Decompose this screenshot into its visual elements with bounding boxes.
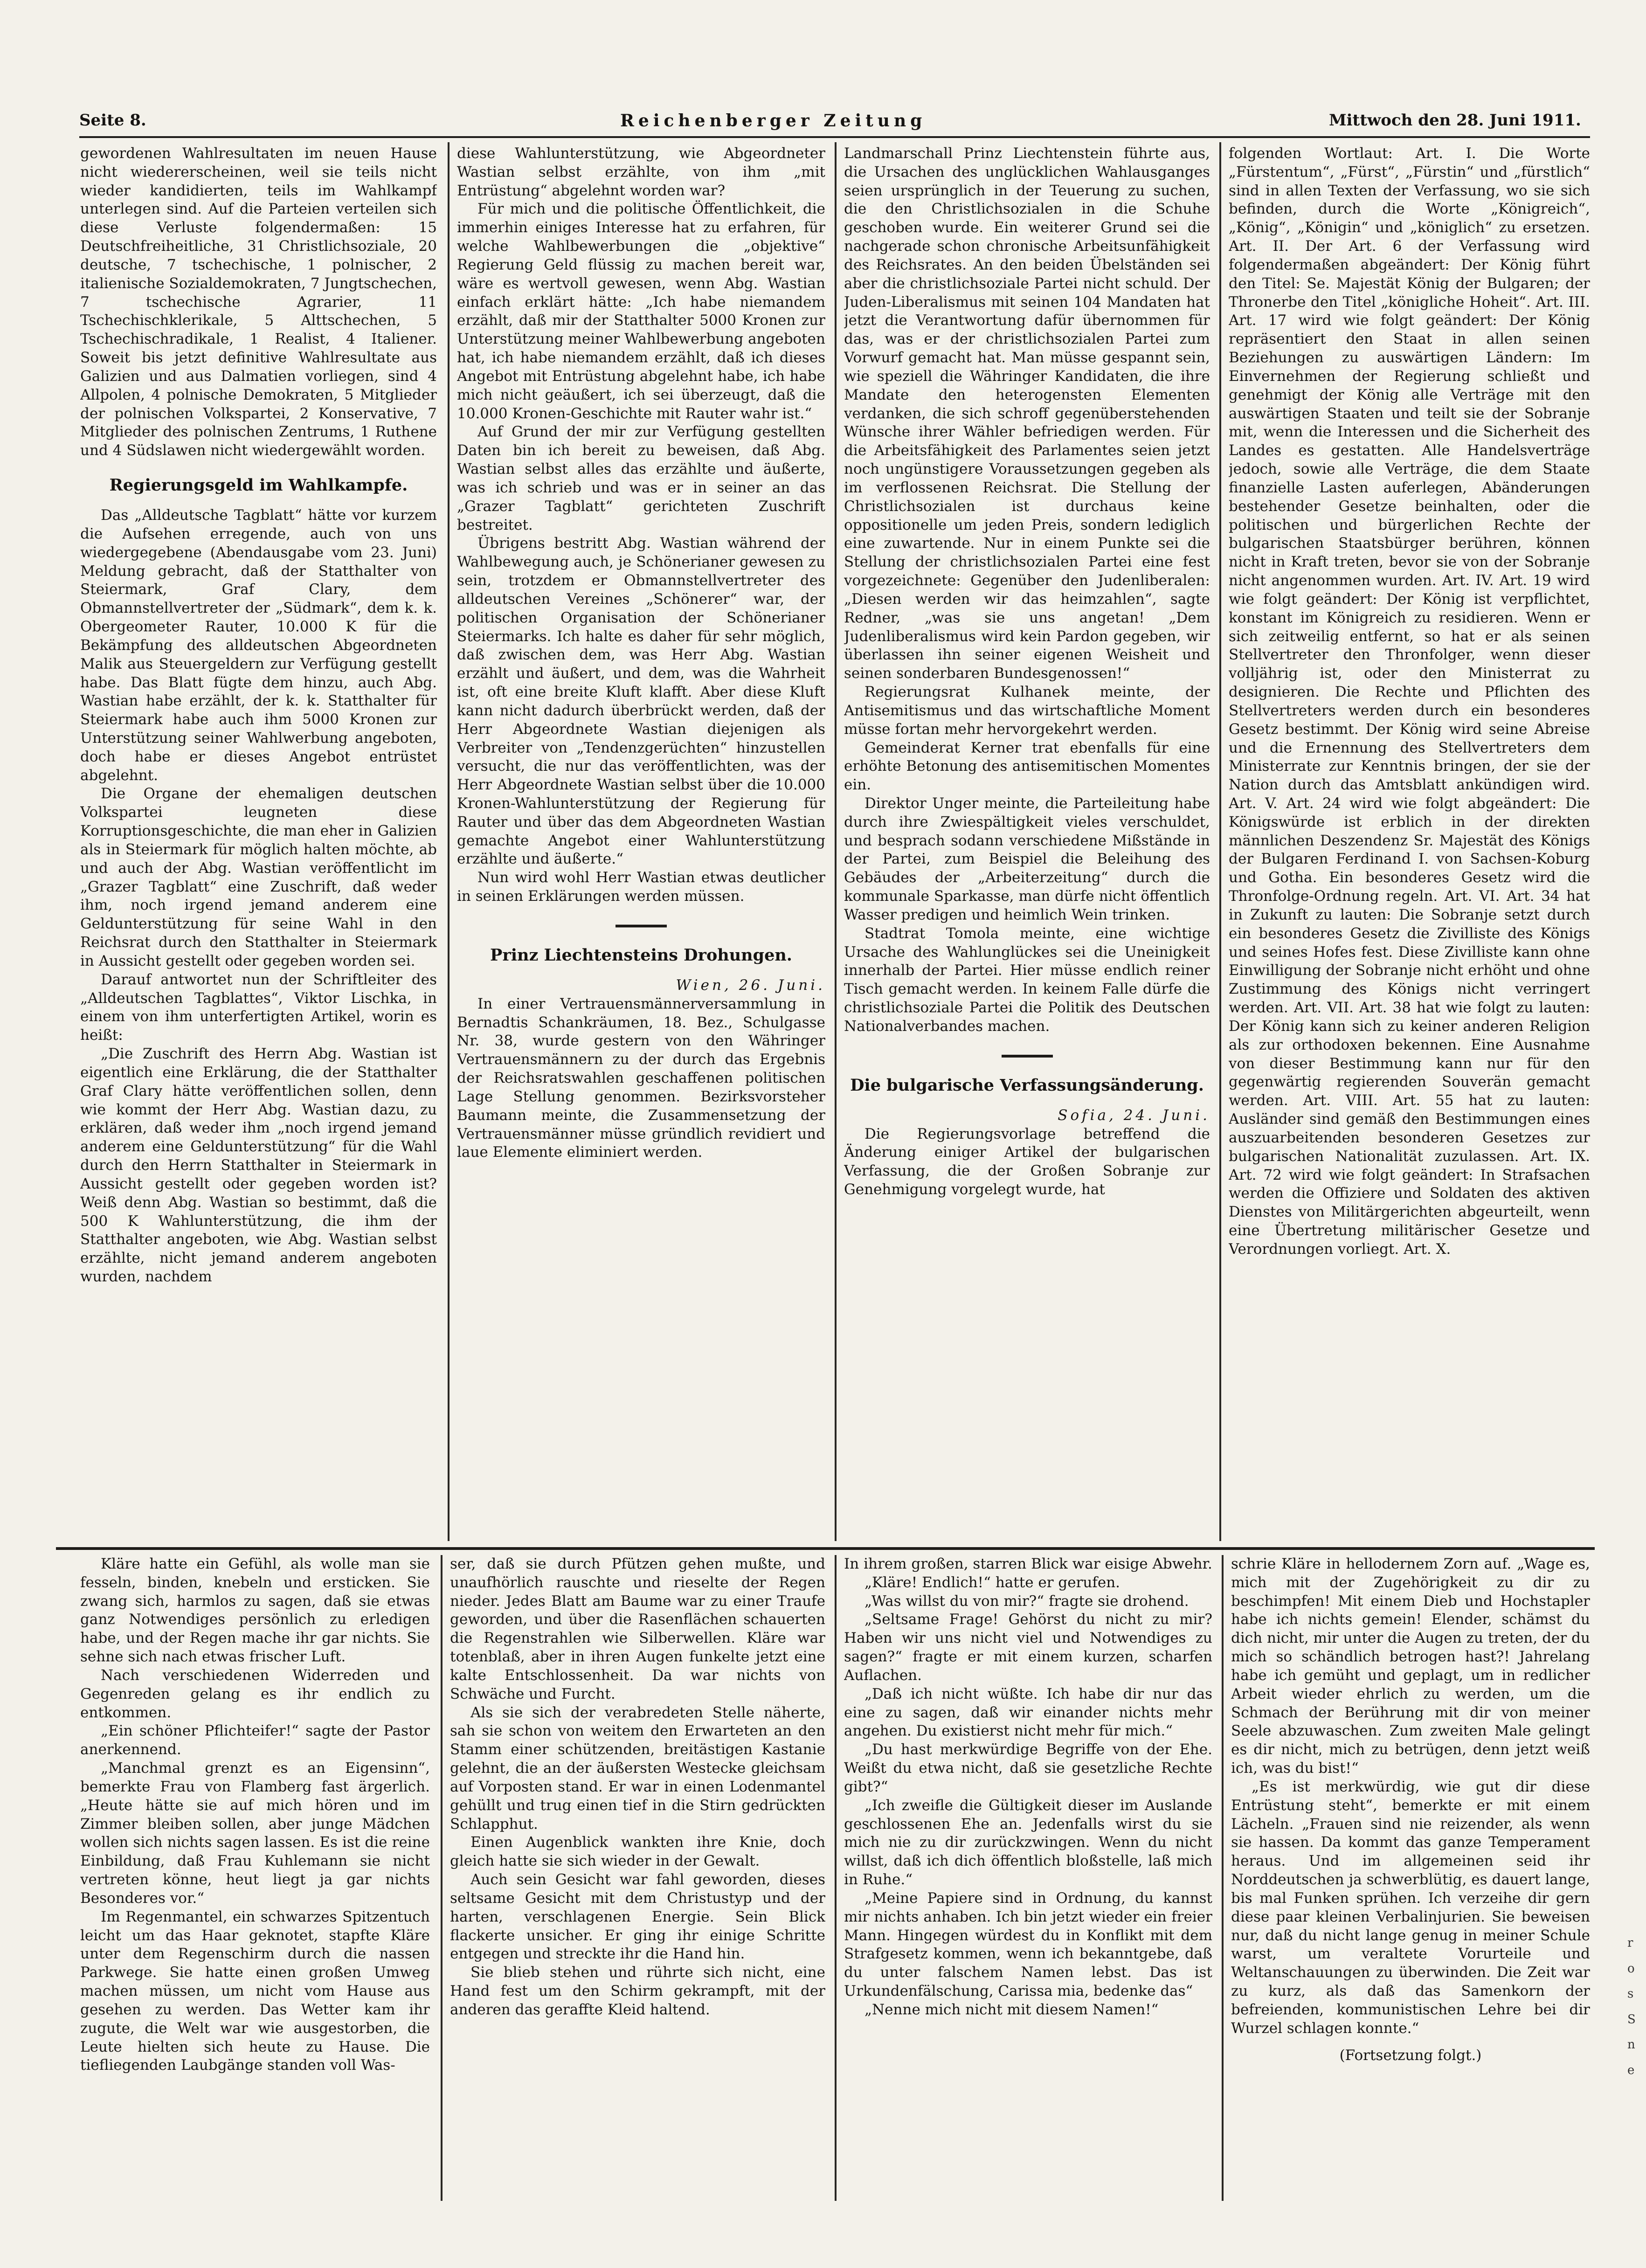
- column-rule: [835, 142, 837, 1541]
- paragraph: gewordenen Wahlresultaten im neuen Hause nicht wiedererscheinen, weil sie teils nicht wieder kandidierten, teils im Wahlkampf unterlegen sind. Auf die Parteien verteilen sich diese Verluste folgendermaßen: 15 Deutschfreiheitliche, 31 Christlichsoziale, 20 deutsche, 7 tschechische, 1 polnischer, 2 italienische Sozialdemokraten, 7 Jungtschechen, 7 tschechische Agrarier, 11 Tschechischklerikale, 5 Alttschechen, 5 Tschechischradikale, 1 Realist, 4 Italiener. Soweit bis jetzt definitive Wahlresultate aus Galizien und aus Dalmatien vorliegen, sind 4 Allpolen, 4 polnische Demokraten, 5 Mitglieder der polnischen Volkspartei, 2 Konservative, 7 Mitglieder des polnischen Zentrums, 1 Ruthene und 4 Südslawen nicht wiedergewählt worden.: [80, 145, 437, 459]
- paragraph: Sie blieb stehen und rührte sich nicht, eine Hand fest um den Schirm gekrampft, mit der anderen das geraffte Kleid haltend.: [450, 1964, 825, 2018]
- column-rule: [441, 1555, 443, 2201]
- paragraph: „Meine Papiere sind in Ordnung, du kannst mir nichts anhaben. Ich bin jetzt wieder ein freier Mann. Hingegen würdest du in Konflikt mit dem Strafgesetz kommen, wenn ich bekanntgebe, daß du unter falschem Namen lebst. Das ist Urkundenfälschung, Carissa mia, bedenke das“: [844, 1889, 1212, 2000]
- column-rule: [835, 1555, 837, 2201]
- paragraph: „Ich zweifle die Gültigkeit dieser im Auslande geschlossenen Ehe an. Jedenfalls wirst du sie mich nie zu dir zurückzwingen. Wenn du nicht willst, daß ich dich öffentlich bloßstelle, laß mich in Ruhe.“: [844, 1797, 1212, 1888]
- paragraph: Übrigens bestritt Abg. Wastian während der Wahlbewegung auch, je Schönerianer gewesen zu sein, trotzdem er Obmannstellvertreter des alldeutschen Vereines „Schönerer“ war, der politischen Organisation der Schönerianer Steiermarks. Ich halte es daher für sehr möglich, daß zwischen dem, was Herr Abg. Wastian erzählt und äußert, und dem, was die Wahrheit ist, oft eine breite Kluft klafft. Aber diese Kluft kann nicht dadurch überbrückt werden, daß der Herr Abgeordnete Wastian diejenigen als Verbreiter von „Tendenzgerüchten“ hinzustellen versucht, die nur das veröffentlichten, was der Herr Abgeordnete Wastian selbst über die 10.000 Kronen-Wahlunterstützung der Regierung für Rauter und über das dem Abgeordneten Wastian gemachte Angebot einer Wahlunterstützung erzählte und äußerte.“: [457, 535, 825, 868]
- paragraph: Die Organe der ehemaligen deutschen Volkspartei leugneten diese Korruptionsgeschichte, die man eher in Galizien als in Steiermark für möglich halten möchte, ab und auch der Abg. Wastian veröffentlicht im „Grazer Tagblatt“ eine Zuschrift, daß weder ihm, noch irgend jemand anderem eine Geldunterstützung für seine Wahl in den Reichsrat durch den Statthalter in Steiermark in Aussicht gestellt oder gegeben worden sei.: [80, 785, 437, 969]
- feuilleton-column-4: [1231, 1555, 1590, 2203]
- dateline: Wien, 26. Juni.: [676, 976, 825, 994]
- paragraph: Landmarschall Prinz Liechtenstein führte aus, die Ursachen des unglücklichen Wahlausganges seien ursprünglich in der Teuerung zu suchen, die den Christlichsozialen in die Schuhe geschoben wurde. Ein weiterer Grund sei die nachgerade schon chronische Arbeitsunfähigkeit des Reichsrates. An den beiden Übelständen sei aber die christlichsoziale Partei nicht schuld. Der Juden-Liberalismus mit seinen 104 Mandaten hat jetzt die Verantwortung dafür übernommen für das, was er der christlichsozialen Partei zum Vorwurf gemacht hat. Man müsse gespannt sein, wie speziell die Währinger Kandidaten, die ihre Mandate den heterogensten Elementen verdanken, die sich schroff gegenüberstehenden Wünsche ihrer Wähler befriedigen werden. Für die Arbeitsfähigkeit des Parlamentes seien jetzt noch ungünstigere Voraussetzungen gegeben als im verflossenen Reichsrat. Die Stellung der Christlichsozialen ist durchaus keine oppositionelle um jeden Preis, sondern lediglich eine zuwartende. Nur in einem Punkte sei die Stellung der christlichsozialen Partei eine fest vorgezeichnete: Gegenüber den Judenliberalen: „Diesen werden wir das heimzahlen“, sagte Redner, „was sie uns angetan! „Dem Judenliberalismus wird kein Pardon gegeben, wir überlassen ihn seiner eigenen Weisheit und seinen sonderbaren Bundesgenossen!“: [844, 145, 1210, 682]
- edge-letter: s: [1627, 1987, 1634, 2001]
- paragraph: schrie Kläre in hellodernem Zorn auf. „Wage es, mich mit der Zugehörigkeit zu dir zu beschimpfen! Mit einem Dieb und Hochstapler habe ich nichts gemein! Elender, schämst du dich nicht, mir unter die Augen zu treten, der du mich so schändlich betrogen hast?! Jahrelang habe ich gemüht und geplagt, um in redlicher Arbeit wieder ehrlich zu werden, um die Schmach der Berührung mit dir von meiner Seele abzuwaschen. Zum zweiten Male gelingt es dir nicht, mich zu betrügen, denn jetzt weiß ich, was du bist!“: [1231, 1556, 1590, 1777]
- paragraph: Für mich und die politische Öffentlichkeit, die immerhin einiges Interesse hat zu erfahren, für welche Wahlbewerbungen die „objektive“ Regierung Geld flüssig zu machen bereit war, wäre es wertvoll gewesen, wenn Abg. Wastian einfach erklärt hätte: „Ich habe niemandem erzählt, daß mir der Statthalter 5000 Kronen zur Unterstützung meiner Wahlbewerbung angeboten hat, ich habe niemandem erzählt, daß ich dieses Angebot mit Entrüstung abgelehnt habe, ich habe mich nicht geäußert, ich sei überzeugt, daß die 10.000 Kronen-Geschichte mit Rauter wahr ist.“: [457, 201, 825, 422]
- paragraph: Auch sein Gesicht war fahl geworden, dieses seltsame Gesicht mit dem Christustyp und der harten, verschlagenen Energie. Sein Blick flackerte unsicher. Er ging ihr einige Schritte entgegen und streckte ihr die Hand hin.: [450, 1871, 825, 1963]
- edge-letter: r: [1627, 1936, 1633, 1950]
- paragraph: „Seltsame Frage! Gehörst du nicht zu mir? Haben wir uns nicht viel und Notwendiges zu sagen?“ fragte er mit einem kurzen, scharfen Auflachen.: [844, 1611, 1212, 1684]
- paragraph: Kläre hatte ein Gefühl, als wolle man sie fesseln, binden, knebeln und ersticken. Sie zwang sich, harmlos zu sagen, daß sie etwas ganz Notwendiges persönlich zu erledigen habe, und der Regen mache ihr gar nichts. Sie sehne sich nach etwas frischer Luft.: [80, 1556, 430, 1666]
- paragraph: Als sie sich der verabredeten Stelle näherte, sah sie schon von weitem den Erwarteten an den Stamm einer schützenden, breitästigen Kastanie gelehnt, die an der äußersten Westecke gleichsam auf Vorposten stand. Er war in einen Lodenmantel gehüllt und trug einen tief in die Stirn gedrückten Schlapphut.: [450, 1704, 825, 1832]
- feuilleton-rule: [56, 1547, 1595, 1550]
- section-heading: Prinz Liechtensteins Drohungen.: [490, 945, 792, 965]
- paragraph: Direktor Unger meinte, die Parteileitung habe durch ihre Zwiespältigkeit vieles verschuldet, und besprach sodann verschiedene Mißstände in der Partei, zum Beispiel die Beleihung des Gebäudes der „Arbeiterzeitung“ durch die kommunale Sparkasse, man dürfe nicht öffentlich Wasser predigen und heimlich Wein trinken.: [844, 795, 1210, 923]
- paragraph: In einer Vertrauensmännerversammlung in Bernadtis Schankräumen, 18. Bez., Schulgasse Nr. 38, wurde gestern von den Währinger Vertrauensmännern zu der durch das Ergebnis der Reichsratswahlen geschaffenen politischen Lage Stellung genommen. Bezirksvorsteher Baumann meinte, die Zusammensetzung der Vertrauensmänner müsse gründlich revidiert und laue Elemente eliminiert werden.: [457, 995, 825, 1161]
- column-rule: [1222, 1555, 1224, 2201]
- paragraph: Gemeinderat Kerner trat ebenfalls für eine erhöhte Betonung des antisemitischen Momentes ein.: [844, 739, 1210, 794]
- article-column-4: [1229, 145, 1590, 1539]
- paragraph: „Was willst du von mir?“ fragte sie drohend.: [864, 1592, 1189, 1610]
- header-rule: [79, 136, 1590, 138]
- edge-letter: S: [1627, 2012, 1636, 2026]
- paragraph: Darauf antwortet nun der Schriftleiter des „Alldeutschen Tagblattes“, Viktor Lischka, in einem von ihm unterfertigten Artikel, worin es heißt:: [80, 971, 437, 1044]
- paragraph: „Du hast merkwürdige Begriffe von der Ehe. Weißt du etwa nicht, daß sie gesetzliche Rechte gibt?“: [844, 1741, 1212, 1795]
- section-heading: Regierungsgeld im Wahlkampfe.: [109, 476, 408, 495]
- paragraph: „Ein schöner Pflichteifer!“ sagte der Pastor anerkennend.: [80, 1722, 430, 1758]
- paragraph: „Die Zuschrift des Herrn Abg. Wastian ist eigentlich eine Erklärung, die der Statthalter Graf Clary hätte veröffentlichen sollen, denn wie kommt der Herr Abg. Wastian dazu, zu erklären, daß weder ihm „noch irgend jemand anderem eine Geldunterstützung“ für die Wahl durch den Herrn Statthalter in Steiermark in Aussicht gestellt oder gegeben worden ist? Weiß denn Abg. Wastian so bestimmt, daß die 500 K Wahlunterstützung, die ihm der Statthalter angeboten, wie Abg. Wastian selbst erzählte, nicht jemand anderem angeboten wurden, nachdem: [80, 1045, 437, 1285]
- paragraph: folgenden Wortlaut: Art. I. Die Worte „Fürstentum“, „Fürst“, „Fürstin“ und „fürstlich“ sind in allen Texten der Verfassung, wo sie sich befinden, durch die Worte „Königreich“, „König“, „Königin“ und „königlich“ zu ersetzen. Art. II. Der Art. 6 der Verfassung wird folgendermaßen abgeändert: Der König führt den Titel: Se. Majestät König der Bulgaren; der Thronerbe den Titel „königliche Hoheit“. Art. III. Art. 17 wird wie folgt geändert: Der König repräsentiert den Staat in allen seinen Beziehungen zu auswärtigen Ländern: Im Einvernehmen der Regierung schließt und genehmigt der König alle Verträge mit den auswärtigen Staaten und teilt sie der Sobranje mit, wenn die Interessen und die Sicherheit des Landes es gestatten. Alle Handelsverträge jedoch, sowie alle Verträge, die dem Staate finanzielle Lasten auferlegen, Abänderungen bestehender Gesetze beinhalten, oder die politischen und bürgerlichen Rechte der bulgarischen Staatsbürger berühren, können nicht in Kraft treten, bevor sie von der Sobranje nicht angenommen wurden. Art. IV. Art. 19 wird wie folgt geändert: Der König ist verpflichtet, konstant im Königreich zu residieren. Wenn er sich zeitweilig entfernt, so hat er als seinen Stellvertreter den Thronfolger, wenn dieser volljährig ist, oder den Ministerrat zu designieren. Die Rechte und Pflichten des Stellvertreters werden durch ein besonderes Gesetz bestimmt. Der König wird seine Abreise und die Ernennung des Stellvertreters dem Ministerrate zur Kenntnis bringen, der sie der Nation durch das Amtsblatt ankündigen wird. Art. V. Art. 24 wird wie folgt abgeändert: Die Königswürde ist erblich in der direkten männlichen Deszendenz Sr. Majestät des Königs der Bulgaren Ferdinand I. von Sachsen-Koburg und Gotha. Ein besonderes Gesetz wird die Thronfolge-Ordnung regeln. Art. VI. Art. 34 hat in Zukunft zu lauten: Die Sobranje setzt durch ein besonderes Gesetz die Zivilliste des Königs und seines Hofes fest. Diese Zivilliste kann ohne Einwilligung der Sobranje nicht erhöht und ohne Zustimmung des Königs nicht verringert werden. Art. VII. Art. 38 hat wie folgt zu lauten: Der König kann sich zu keiner anderen Religion als zur orthodoxen bekennen. Eine Ausnahme von dieser Bestimmung kann nur für den gegenwärtig regierenden Souverän gemacht werden. Art. VIII. Art. 55 hat zu lauten: Ausländer sind gemäß den Bestimmungen eines auszuarbeitenden besonderen Gesetzes zur bulgarischen Nationalität zuzulassen. Art. IX. Art. 72 wird wie folgt geändert: In Strafsachen werden die Offiziere und Soldaten des aktiven Dienstes von Militärgerichten abgeurteilt, wenn eine Übertretung militärischer Gesetze und Verordnungen vorliegt. Art. X.: [1229, 145, 1590, 1258]
- feuilleton-column-1: [80, 1555, 430, 2203]
- paragraph: Die Regierungsvorlage betreffend die Änderung einiger Artikel der bulgarischen Verfassung, die der Großen Sobranje zur Genehmigung vorgelegt wurde, hat: [844, 1125, 1210, 1198]
- section-separator: [616, 925, 667, 927]
- paragraph: Auf Grund der mir zur Verfügung gestellten Daten bin ich bereit zu beweisen, daß Abg. Wastian selbst alles das erzählte und äußerte, was ich schrieb und was er in seiner an das „Grazer Tagblatt“ gerichteten Zuschrift bestreitet.: [457, 423, 825, 533]
- paragraph: Regierungsrat Kulhanek meinte, der Antisemitismus und das wirtschaftliche Moment müsse fortan mehr hervorgekehrt werden.: [844, 684, 1210, 738]
- paragraph: „Kläre! Endlich!“ hatte er gerufen.: [864, 1574, 1120, 1591]
- paragraph: „Nenne mich nicht mit diesem Namen!“: [864, 2001, 1159, 2018]
- edge-letter: n: [1627, 2038, 1635, 2052]
- article-column-2: [457, 145, 825, 1539]
- feuilleton-column-3: [844, 1555, 1212, 2203]
- edge-fragments: [1627, 1930, 1646, 2083]
- paragraph: Nach verschiedenen Widerreden und Gegenreden gelang es ihr endlich zu entkommen.: [80, 1666, 430, 1721]
- column-rule: [448, 142, 450, 1541]
- section-heading: Die bulgarische Verfassungsänderung.: [850, 1075, 1204, 1095]
- paragraph: „Es ist merkwürdig, wie gut dir diese Entrüstung steht“, bemerkte er mit einem Lächeln. „Frauen sind nie reizender, als wenn sie hassen. Da kommt das ganze Temperament heraus. Und im allgemeinen seid ihr Norddeutschen ja schwerblütig, es dauert lange, bis mal Funken sprühen. Ich verzeihe dir gern diese paar kleinen Verbalinjurien. Sie beweisen nur, daß du nicht lange genug in meiner Schule warst, um veraltete Vorurteile und Weltanschauungen zu überwinden. Die Zeit war zu kurz, als daß das Samenkorn der befreienden, kommunistischen Lehre bei dir Wurzel schlagen konnte.“: [1231, 1778, 1590, 2037]
- column-rule: [1219, 142, 1221, 1541]
- paragraph: Im Regenmantel, ein schwarzes Spitzentuch leicht um das Haar geknotet, stapfte Kläre unter dem Regenschirm durch die nassen Parkwege. Sie hatte einen großen Umweg machen müssen, um nicht vom Hause aus gesehen zu werden. Das Wetter kam ihr zugute, die Welt war wie ausgestorben, die Leute hielten sich heute zu Hause. Die tiefliegenden Laubgänge standen voll Was-: [80, 1908, 430, 2074]
- feuilleton-column-2: [450, 1555, 825, 2203]
- edge-letter: o: [1627, 1961, 1635, 1976]
- paragraph: ser, daß sie durch Pfützen gehen mußte, und unaufhörlich rauschte und rieselte der Regen nieder. Jedes Blatt am Baume war zu einer Traufe geworden, und über die Rasenflächen schauerten die Regenstrahlen wie Silberwellen. Kläre war totenblaß, aber in ihren Augen funkelte jetzt eine kalte Entschlossenheit. Da war nichts von Schwäche und Furcht.: [450, 1556, 825, 1702]
- article-column-3: [844, 145, 1210, 1539]
- dateline: Sofia, 24. Juni.: [1058, 1106, 1210, 1124]
- page-number: Seite 8.: [79, 111, 146, 130]
- paragraph: Einen Augenblick wankten ihre Knie, doch gleich hatte sie sich wieder in der Gewalt.: [450, 1834, 825, 1870]
- paragraph: Das „Alldeutsche Tagblatt“ hätte vor kurzem die Aufsehen erregende, auch von uns wiedergegebene (Abendausgabe vom 23. Juni) Meldung gebracht, daß der Statthalter von Steiermark, Graf Clary, dem Obmannstellvertreter der „Südmark“, dem k. k. Obergeometer Rauter, 10.000 K für die Bekämpfung des alldeutschen Abgeordneten Malik aus Steuergeldern zur Verfügung gestellt habe. Das Blatt fügte dem hinzu, auch Abg. Wastian habe erzählt, der k. k. Statthalter für Steiermark habe auch ihm 5000 Kronen zur Unterstützung seiner Wahlwerbung angeboten, doch habe er dieses Angebot entrüstet abgelehnt.: [80, 507, 437, 784]
- paragraph: „Manchmal grenzt es an Eigensinn“, bemerkte Frau von Flamberg fast ärgerlich. „Heute hätte sie auf mich hören und im Zimmer bleiben sollen, aber junge Mädchen wollen sich nichts sagen lassen. Es ist die reine Einbildung, daß Frau Kuhlemann sie nicht vertreten könne, heut liegt ja gar nichts Besonderes vor.“: [80, 1760, 430, 1907]
- paragraph: In ihrem großen, starren Blick war eisige Abwehr.: [844, 1556, 1212, 1572]
- article-column-1: [80, 145, 437, 1539]
- issue-date: Mittwoch den 28. Juni 1911.: [1329, 111, 1581, 130]
- section-separator: [1002, 1055, 1053, 1058]
- newspaper-title: Reichenberger Zeitung: [620, 111, 927, 131]
- paragraph: Nun wird wohl Herr Wastian etwas deutlicher in seinen Erklärungen werden müssen.: [457, 869, 825, 905]
- paragraph: Stadtrat Tomola meinte, eine wichtige Ursache des Wahlunglückes sei die Uneinigkeit innerhalb der Partei. Hier müsse endlich reiner Tisch gemacht werden. In keinem Falle dürfe die christlichsoziale Partei die Politik des Deutschen Nationalverbandes machen.: [844, 925, 1210, 1035]
- edge-letter: e: [1627, 2063, 1635, 2077]
- paragraph: „Daß ich nicht wüßte. Ich habe dir nur das eine zu sagen, daß wir einander nichts mehr angehen. Du existierst nicht mehr für mich.“: [844, 1685, 1212, 1740]
- continuation-note: (Fortsetzung folgt.): [1339, 2047, 1482, 2064]
- paragraph: diese Wahlunterstützung, wie Abgeordneter Wastian selbst erzählte, von ihm „mit Entrüstung“ abgelehnt worden war?: [457, 145, 825, 199]
